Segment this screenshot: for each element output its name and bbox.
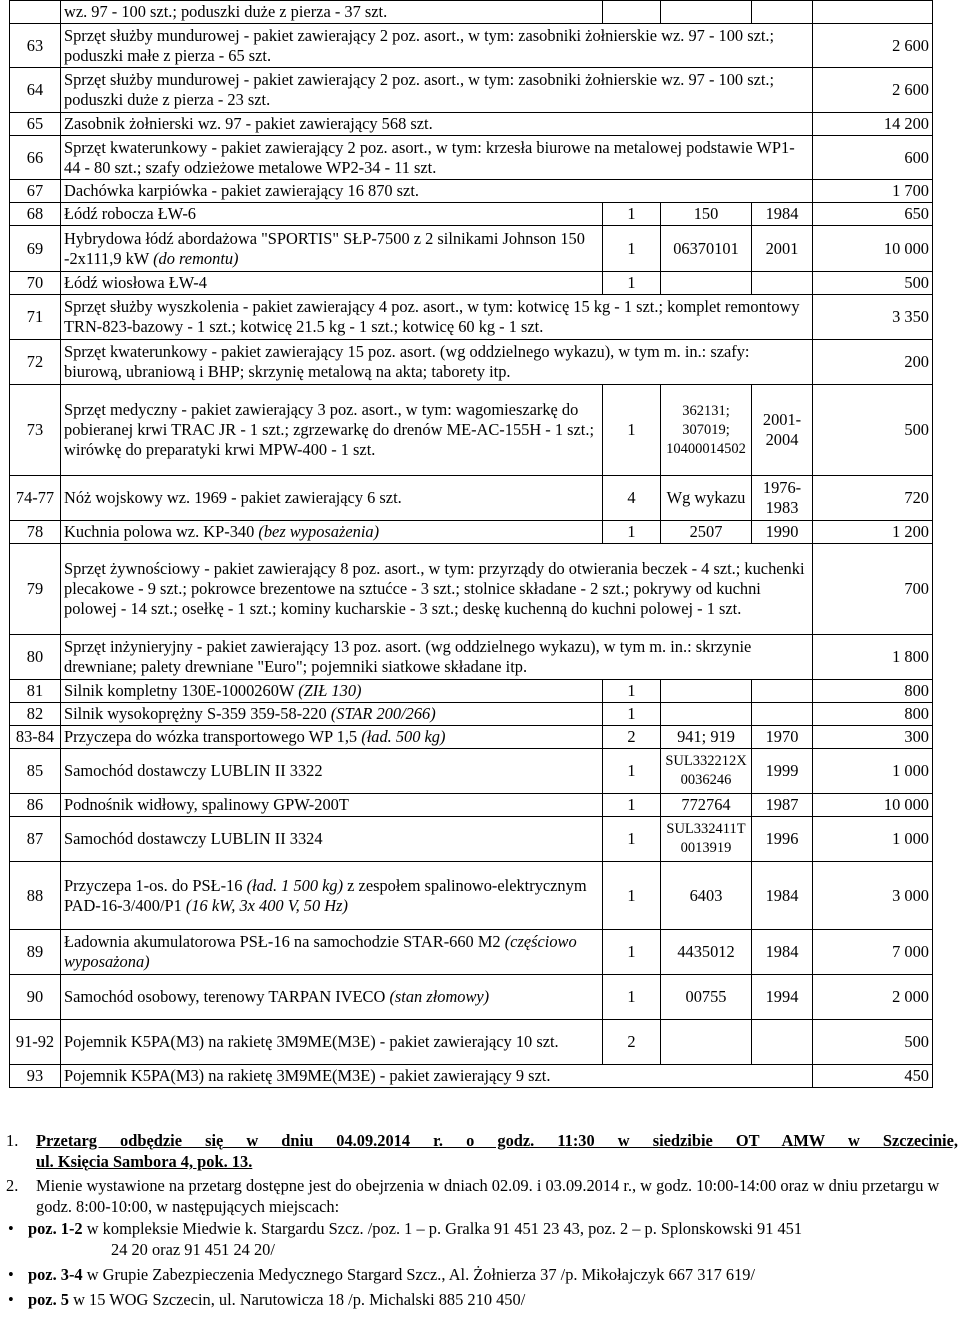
table-row	[10, 180, 933, 203]
item-value: 200	[813, 340, 933, 385]
item-value: 650	[813, 203, 933, 226]
item-serial: 06370101	[661, 226, 752, 272]
item-serial: SUL332411T 0013919	[661, 817, 752, 862]
item-description: Kuchnia polowa wz. KP-340 (bez wyposażenia)	[61, 521, 603, 544]
item-description: Sprzęt służby mundurowej - pakiet zawierający 2 poz. asort., w tym: zasobniki żołnierskie wz. 97 - 100 szt.; poduszki małe z pierza - 65 szt.	[61, 24, 813, 68]
item-year: 1999	[752, 749, 813, 794]
item-quantity: 4	[603, 476, 661, 521]
row-number	[10, 1, 61, 24]
row-number: 91-92	[10, 1020, 61, 1065]
item-value: 1 000	[813, 749, 933, 794]
note-inspection: 2. Mienie wystawione na przetarg dostępne jest do obejrzenia w dniach 02.09. i 03.09.2014 r., w godz. 10:00-14:00 oraz w dniu przetargu w godz. 8:00-10:00, w następujących miejscach:	[6, 1176, 940, 1216]
item-quantity: 1	[603, 703, 661, 726]
item-value: 300	[813, 726, 933, 749]
table-row	[10, 975, 933, 1020]
row-number: 64	[10, 68, 61, 113]
table-row	[10, 385, 933, 476]
item-quantity: 2	[603, 726, 661, 749]
table-row	[10, 749, 933, 794]
table-row	[10, 295, 933, 340]
row-number: 72	[10, 340, 61, 385]
item-serial: SUL332212X 0036246	[661, 749, 752, 794]
item-value: 2 000	[813, 975, 933, 1020]
location-item: • poz. 5 w 15 WOG Szczecin, ul. Narutowicza 18 /p. Michalski 885 210 450/	[8, 1290, 526, 1309]
item-value: 720	[813, 476, 933, 521]
table-row	[10, 1020, 933, 1065]
item-quantity: 1	[603, 272, 661, 295]
table-row	[10, 862, 933, 930]
item-quantity: 1	[603, 794, 661, 817]
item-year: 1976-1983	[752, 476, 813, 521]
item-description: Samochód osobowy, terenowy TARPAN IVECO (stan złomowy)	[61, 975, 603, 1020]
item-description: Sprzęt służby mundurowej - pakiet zawierający 2 poz. asort., w tym: zasobniki żołnierskie wz. 97 - 100 szt.; poduszki duże z pierza - 23 szt.	[61, 68, 813, 113]
item-description: Sprzęt medyczny - pakiet zawierający 3 poz. asort., w tym: wagomieszarkę do pobieranej krwi TRAC JR - 1 szt.; zgrzewarkę do drenów ME-AC-155H - 1 szt.; wirówkę do preparatyki krwi MPW-400 - 1 szt.	[61, 385, 603, 476]
table-row	[10, 203, 933, 226]
location-item: • poz. 1-2 w kompleksie Miedwie k. Stargardu Szcz. /poz. 1 – p. Gralka 91 451 23 43, poz. 2 – p. Splonskowski 91 451 24 20 oraz 91 451 24 20/	[8, 1219, 803, 1259]
item-year: 1987	[752, 794, 813, 817]
item-year: 2001	[752, 226, 813, 272]
item-quantity: 1	[603, 930, 661, 975]
row-number: 83-84	[10, 726, 61, 749]
item-note: (bez wyposażenia)	[258, 522, 380, 541]
item-value: 500	[813, 385, 933, 476]
table-row	[10, 68, 933, 113]
row-number: 86	[10, 794, 61, 817]
item-value: 1 700	[813, 180, 933, 203]
item-quantity: 1	[603, 385, 661, 476]
row-number: 89	[10, 930, 61, 975]
item-description: Pojemnik K5PA(M3) na rakietę 3M9ME(M3E) - pakiet zawierający 9 szt.	[61, 1065, 813, 1088]
table-row	[10, 226, 933, 272]
item-serial: 772764	[661, 794, 752, 817]
note-number: 1.	[6, 1131, 19, 1150]
row-number: 69	[10, 226, 61, 272]
item-serial: 2507	[661, 521, 752, 544]
bullet-icon: •	[8, 1290, 14, 1309]
table-row	[10, 930, 933, 975]
row-number: 73	[10, 385, 61, 476]
row-number: 65	[10, 113, 61, 136]
table-row	[10, 794, 933, 817]
table-row	[10, 272, 933, 295]
item-value: 800	[813, 703, 933, 726]
table-row	[10, 1, 933, 24]
item-description: Podnośnik widłowy, spalinowy GPW-200T	[61, 794, 603, 817]
table-row	[10, 340, 933, 385]
item-note: (ład. 500 kg)	[361, 727, 446, 746]
item-year: 1996	[752, 817, 813, 862]
table-row	[10, 680, 933, 703]
item-description: Sprzęt służby wyszkolenia - pakiet zawierający 4 poz. asort., w tym: kotwicę 15 kg - 1 szt.; komplet remontowy TRN-823-bazowy - 1 szt.; kotwicę 21.5 kg - 1 szt.; kotwicę 60 kg - 1 szt.	[61, 295, 813, 340]
item-description: Przyczepa do wózka transportowego WP 1,5 (ład. 500 kg)	[61, 726, 603, 749]
row-number: 63	[10, 24, 61, 68]
item-year: 1994	[752, 975, 813, 1020]
item-serial: 4435012	[661, 930, 752, 975]
item-note-2: (16 kW, 3x 400 V, 50 Hz)	[185, 895, 348, 915]
item-quantity: 1	[603, 680, 661, 703]
item-quantity: 1	[603, 226, 661, 272]
table-row	[10, 1065, 933, 1088]
row-number: 68	[10, 203, 61, 226]
note-number: 2.	[6, 1176, 19, 1195]
item-value: 600	[813, 136, 933, 180]
item-description: Silnik wysokoprężny S-359 359-58-220 (STAR 200/266)	[61, 703, 603, 726]
item-value: 1 000	[813, 817, 933, 862]
item-description: Ładownia akumulatorowa PSŁ-16 na samochodzie STAR-660 M2 (częściowo wyposażona)	[61, 930, 603, 975]
item-note: (częściowo wyposażona)	[64, 932, 577, 971]
item-value: 1 200	[813, 521, 933, 544]
item-value: 500	[813, 272, 933, 295]
item-description: Przyczepa 1-os. do PSŁ-16 (ład. 1 500 kg) z zespołem spalinowo-elektrycznym PAD-16-3/400/P1 (16 kW, 3x 400 V, 50 Hz)	[61, 862, 603, 930]
item-value: 10 000	[813, 794, 933, 817]
item-note: (STAR 200/266)	[330, 704, 436, 723]
item-note: (stan złomowy)	[389, 987, 490, 1006]
item-description: Nóż wojskowy wz. 1969 - pakiet zawierający 6 szt.	[61, 476, 603, 521]
item-description: Sprzęt inżynieryjny - pakiet zawierający 13 poz. asort. (wg oddzielnego wykazu), w tym m. in.: skrzynie drewniane; palety drewniane "Euro"; pojemniki siatkowe składane itp.	[61, 635, 813, 680]
row-number: 74-77	[10, 476, 61, 521]
item-quantity: 1	[603, 862, 661, 930]
item-year: 1990	[752, 521, 813, 544]
item-serial: 941; 919	[661, 726, 752, 749]
auction-notes	[6, 1130, 958, 1310]
row-number: 79	[10, 544, 61, 635]
item-description: Sprzęt kwaterunkowy - pakiet zawierający 2 poz. asort., w tym: krzesła biurowe na metalowej podstawie WP1-44 - 80 szt.; szafy odzieżowe metalowe WP2-34 - 11 szt.	[61, 136, 813, 180]
inventory-table	[9, 0, 933, 1088]
item-value: 2 600	[813, 68, 933, 113]
row-number: 87	[10, 817, 61, 862]
table-row	[10, 521, 933, 544]
item-quantity: 1	[603, 817, 661, 862]
row-number: 80	[10, 635, 61, 680]
location-item: • poz. 3-4 w Grupie Zabezpieczenia Medycznego Stargard Szcz., Al. Żołnierza 37 /p. Mikołajczyk 667 317 619/	[8, 1265, 756, 1284]
item-value: 3 000	[813, 862, 933, 930]
row-number: 70	[10, 272, 61, 295]
item-description: Silnik kompletny 130E-1000260W (ZIŁ 130)	[61, 680, 603, 703]
item-serial: 00755	[661, 975, 752, 1020]
table-row	[10, 817, 933, 862]
item-year: 1970	[752, 726, 813, 749]
table-row	[10, 476, 933, 521]
row-number: 67	[10, 180, 61, 203]
table-row	[10, 703, 933, 726]
item-year: 1984	[752, 862, 813, 930]
bullet-icon: •	[8, 1219, 14, 1238]
item-description: Łódź wiosłowa ŁW-4	[61, 272, 603, 295]
item-note: (ład. 1 500 kg)	[246, 875, 344, 895]
item-serial: 150	[661, 203, 752, 226]
item-description: Hybrydowa łódź abordażowa "SPORTIS" SŁP-7500 z 2 silnikami Johnson 150 -2x111,9 kW (do remontu)	[61, 226, 603, 272]
row-number: 71	[10, 295, 61, 340]
table-row	[10, 24, 933, 68]
item-description: Zasobnik żołnierski wz. 97 - pakiet zawierający 568 szt.	[61, 113, 813, 136]
item-value: 7 000	[813, 930, 933, 975]
table-row	[10, 726, 933, 749]
item-serial: 6403	[661, 862, 752, 930]
table-row	[10, 136, 933, 180]
item-year: 1984	[752, 203, 813, 226]
item-value: 450	[813, 1065, 933, 1088]
item-description: Sprzęt kwaterunkowy - pakiet zawierający 15 poz. asort. (wg oddzielnego wykazu), w tym m. in.: szafy: biurową, ubraniową i BHP; skrzynię metalową na akta; taborety itp.	[61, 340, 813, 385]
bullet-icon: •	[8, 1265, 14, 1284]
item-description: Łódź robocza ŁW-6	[61, 203, 603, 226]
item-description: Pojemnik K5PA(M3) na rakietę 3M9ME(M3E) - pakiet zawierający 10 szt.	[61, 1020, 603, 1065]
row-number: 81	[10, 680, 61, 703]
item-value: 700	[813, 544, 933, 635]
row-number: 66	[10, 136, 61, 180]
item-value: 3 350	[813, 295, 933, 340]
item-quantity: 1	[603, 203, 661, 226]
item-quantity: 1	[603, 521, 661, 544]
item-year: 2001-2004	[752, 385, 813, 476]
item-quantity: 1	[603, 975, 661, 1020]
item-quantity: 1	[603, 749, 661, 794]
item-note: (ZIŁ 130)	[298, 681, 362, 700]
row-number: 82	[10, 703, 61, 726]
item-serial: 362131; 307019; 10400014502	[661, 385, 752, 476]
item-quantity: 2	[603, 1020, 661, 1065]
item-value: 2 600	[813, 24, 933, 68]
item-value: 10 000	[813, 226, 933, 272]
item-value: 1 800	[813, 635, 933, 680]
item-value: 14 200	[813, 113, 933, 136]
row-number: 90	[10, 975, 61, 1020]
note-auction-date: 1. Przetarg odbędzie się w dniu 04.09.2014 r. o godz. 11:30 w siedzibie OT AMW w Szczecinie, ul. Księcia Sambora 4, pok. 13.	[6, 1131, 958, 1171]
item-serial: Wg wykazu	[661, 476, 752, 521]
table-row	[10, 544, 933, 635]
item-year: 1984	[752, 930, 813, 975]
table-row	[10, 113, 933, 136]
item-description: wz. 97 - 100 szt.; poduszki duże z pierza - 37 szt.	[61, 1, 603, 24]
item-description: Samochód dostawczy LUBLIN II 3322	[61, 749, 603, 794]
row-number: 78	[10, 521, 61, 544]
item-value: 500	[813, 1020, 933, 1065]
row-number: 93	[10, 1065, 61, 1088]
table-row	[10, 635, 933, 680]
item-description: Dachówka karpiówka - pakiet zawierający 16 870 szt.	[61, 180, 813, 203]
item-description: Sprzęt żywnościowy - pakiet zawierający 8 poz. asort., w tym: przyrządy do otwierania beczek - 4 szt.; kuchenki plecakowe - 9 szt.; pokrowce brezentowe na sztućce - 3 szt.; stolnice składane - 2 szt.; pokrywy od kuchni polowej - 14 szt.; osełkę - 1 szt.; kominy kucharskie - 3 szt.; deskę kuchenną do kuchni polowej - 1 szt.	[61, 544, 813, 635]
item-description: Samochód dostawczy LUBLIN II 3324	[61, 817, 603, 862]
item-value: 800	[813, 680, 933, 703]
row-number: 85	[10, 749, 61, 794]
row-number: 88	[10, 862, 61, 930]
item-note: (do remontu)	[153, 248, 239, 268]
